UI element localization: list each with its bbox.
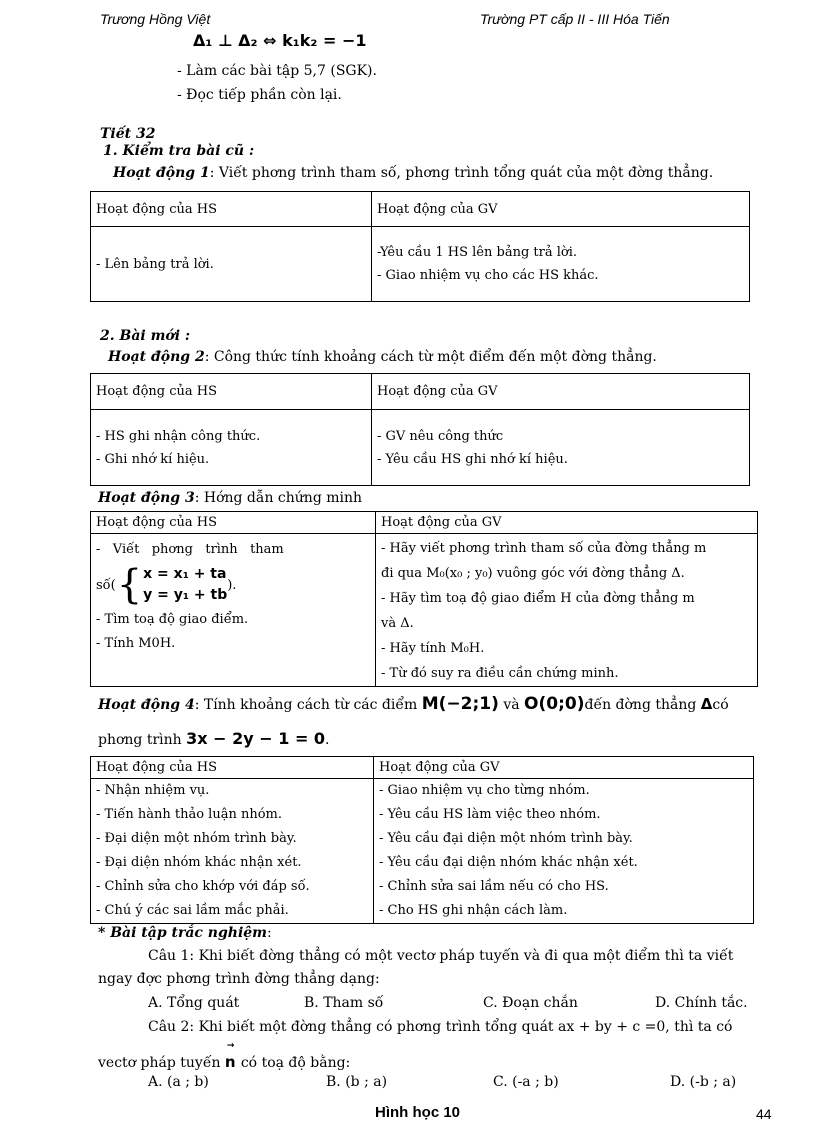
table1-hs-line: - Lên bảng trả lời. (96, 256, 214, 272)
activity-1-table (90, 191, 750, 302)
activity-3-table (90, 511, 758, 687)
brace-symbol: { (116, 562, 143, 608)
table3-gv-line: - Hãy viết phơng trình tham số của đờng thẳng m (381, 541, 707, 556)
table3-gv-line: - Hãy tính M₀H. (381, 641, 485, 656)
q1-option-b: B. Tham số (304, 995, 384, 1011)
delta-symbol: Δ (700, 695, 713, 713)
table1-gv-cell (372, 227, 750, 302)
table1-header-hs: Hoạt động của HS (91, 192, 372, 227)
table3-hs-line: - Viết phơng trình tham (96, 542, 284, 557)
activity-4-dot: . (325, 732, 330, 748)
line-equation: 3x − 2y − 1 = 0 (186, 729, 326, 748)
table4-hs-cell (91, 779, 374, 924)
activity-2-text: : Công thức tính khoảng cách từ một điểm đến một đờng thẳng. (204, 349, 657, 365)
table4-hs-line: - Nhận nhiệm vụ. (96, 783, 210, 798)
q2-option-b: B. (b ; a) (326, 1074, 388, 1090)
homework-item-1: - Làm các bài tập 5,7 (SGK). (177, 63, 377, 79)
activity-4-line-2 (98, 729, 330, 748)
table3-gv-cell (376, 534, 758, 687)
activity-3-line (98, 490, 362, 506)
table3-header-hs: Hoạt động của HS (91, 512, 376, 534)
table2-gv-line: - GV nêu công thức (377, 428, 504, 444)
header-author: Trương Hồng Việt (100, 11, 211, 27)
question-1-line-2: ngay đợc phơng trình đờng thẳng dạng: (98, 971, 380, 987)
activity-2-line (108, 349, 657, 365)
page-number: 44 (756, 1106, 772, 1122)
activity-4-table (90, 756, 754, 924)
table2-gv-line: - Yêu cầu HS ghi nhớ kí hiệu. (377, 451, 568, 467)
activity-3-label: Hoạt động 3 (98, 490, 195, 506)
activity-1-label: Hoạt động 1 (113, 165, 210, 181)
table1-header-gv: Hoạt động của GV (372, 192, 750, 227)
question-1-line-1: Câu 1: Khi biết đờng thẳng có một vectơ pháp tuyến và đi qua một điểm thì ta viết (148, 948, 734, 964)
table4-gv-cell (374, 779, 754, 924)
activity-2-table (90, 373, 750, 486)
activity-4-line2-text: phơng trình (98, 732, 182, 748)
table3-hs-so: số( (96, 577, 116, 593)
system-eq-x: x = x₁ + ta (143, 566, 227, 582)
table3-hs-cell (91, 534, 376, 687)
quiz-colon: : (267, 925, 272, 941)
q2-text-a: vectơ pháp tuyến (98, 1055, 221, 1071)
table2-header-hs: Hoạt động của HS (91, 374, 372, 410)
question-2-line-1: Câu 2: Khi biết một đờng thẳng có phơng trình tổng quát ax + by + c =0, thì ta có (148, 1019, 733, 1035)
table3-gv-line: đi qua M₀(x₀ ; y₀) vuông góc với đờng thẳng Δ. (381, 566, 685, 581)
q2-option-a: A. (a ; b) (148, 1074, 209, 1090)
normal-vector-letter: n (224, 1053, 236, 1071)
table1-gv-line: -Yêu cầu 1 HS lên bảng trả lời. (377, 245, 577, 260)
table3-gv-line: và Δ. (381, 616, 414, 631)
q2-option-c: C. (-a ; b) (493, 1074, 559, 1090)
table2-hs-cell (91, 410, 372, 486)
table4-gv-line: - Yêu cầu đại diện nhóm khác nhận xét. (379, 855, 638, 870)
table3-hs-line: - Tìm toạ độ giao điểm. (96, 612, 249, 627)
quiz-title-line (98, 925, 272, 941)
quiz-title: * Bài tập trắc nghiệm (98, 925, 267, 941)
table3-gv-line: - Từ đó suy ra điều cần chứng minh. (381, 666, 619, 681)
table4-gv-line: - Chỉnh sửa sai lầm nếu có cho HS. (379, 879, 609, 894)
parametric-system (96, 562, 370, 608)
table3-hs-close: ). (227, 577, 237, 593)
table3-header-gv: Hoạt động của GV (376, 512, 758, 534)
table4-gv-line: - Yêu cầu HS làm việc theo nhóm. (379, 807, 601, 822)
point-O: O(0;0) (524, 694, 585, 714)
activity-4-text3: có (712, 697, 729, 713)
table4-gv-line: - Yêu cầu đại diện một nhóm trình bày. (379, 831, 633, 846)
lesson-number: Tiết 32 (100, 126, 156, 142)
table2-hs-line: - HS ghi nhận công thức. (96, 428, 261, 444)
activity-1-line (113, 165, 713, 181)
table4-gv-line: - Cho HS ghi nhận cách làm. (379, 903, 568, 918)
table4-header-gv: Hoạt động của GV (374, 757, 754, 779)
activity-1-text: : Viết phơng trình tham số, phơng trình tổng quát của một đờng thẳng. (209, 165, 714, 181)
activity-4-label: Hoạt động 4 (98, 697, 195, 713)
q2-option-d: D. (-b ; a) (670, 1074, 737, 1090)
table2-hs-line: - Ghi nhớ kí hiệu. (96, 451, 210, 467)
table4-hs-line: - Đại diện một nhóm trình bày. (96, 831, 297, 846)
homework-item-2: - Đọc tiếp phần còn lại. (177, 87, 342, 103)
activity-4-va: và (503, 697, 520, 713)
table3-hs-line: - Tính M0H. (96, 636, 176, 651)
table4-header-hs: Hoạt động của HS (91, 757, 374, 779)
table4-gv-line: - Giao nhiệm vụ cho từng nhóm. (379, 783, 590, 798)
table3-gv-line: - Hãy tìm toạ độ giao điểm H của đờng thẳng m (381, 591, 695, 606)
table4-hs-line: - Chú ý các sai lầm mắc phải. (96, 903, 289, 918)
point-M: M(−2;1) (421, 694, 499, 714)
section-2-title: 2. Bài mới : (100, 328, 191, 344)
system-eq-y: y = y₁ + tb (143, 587, 228, 603)
q1-option-d: D. Chính tắc. (655, 995, 748, 1011)
table2-gv-cell (372, 410, 750, 486)
q2-text-b: có toạ độ bằng: (240, 1055, 351, 1071)
normal-vector (224, 1041, 241, 1071)
table2-header-gv: Hoạt động của GV (372, 374, 750, 410)
header-school: Trường PT cấp II - III Hóa Tiến (480, 11, 670, 27)
q1-option-c: C. Đoạn chắn (483, 995, 578, 1011)
activity-4-line-1 (98, 694, 729, 714)
q1-option-a: A. Tổng quát (148, 995, 240, 1011)
table4-hs-line: - Đại diện nhóm khác nhận xét. (96, 855, 302, 870)
table1-hs-cell (91, 227, 372, 302)
footer-subject: Hình học 10 (375, 1104, 461, 1121)
table4-hs-line: - Chỉnh sửa cho khớp với đáp số. (96, 879, 310, 894)
section-1-title: 1. Kiểm tra bài cũ : (103, 143, 255, 159)
question-2-line-2 (98, 1041, 351, 1071)
perpendicular-formula: Δ₁ ⊥ Δ₂ ⇔ k₁k₂ = −1 (193, 31, 367, 50)
activity-4-text2: đến đờng thẳng (584, 697, 697, 713)
activity-2-label: Hoạt động 2 (108, 349, 205, 365)
activity-3-text: : Hớng dẫn chứng minh (194, 490, 363, 506)
vector-arrow-icon: → (226, 1041, 235, 1051)
table1-gv-line: - Giao nhiệm vụ cho các HS khác. (377, 268, 599, 283)
system-equations (143, 564, 227, 606)
activity-4-text: : Tính khoảng cách từ các điểm (194, 697, 418, 713)
table4-hs-line: - Tiến hành thảo luận nhóm. (96, 807, 282, 822)
